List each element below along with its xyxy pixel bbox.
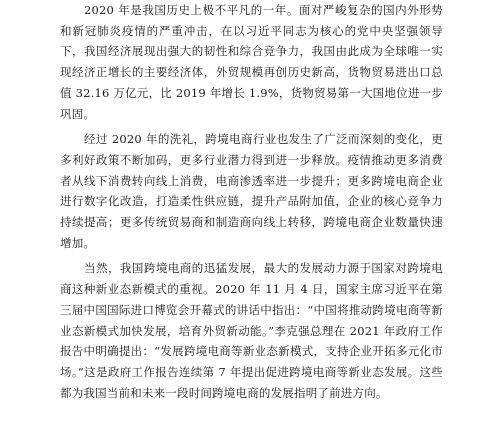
paragraph-cross-border-changes: 经过 2020 年的洗礼，跨境电商行业也发生了广泛而深刻的变化，更多利好政策不断加码，更多行业潜力得到进一步释放。疫情推动更多消费者从线下消费转向线上消费，电商渗透率进一步提升；更多跨境电商企业进行数字化改造，打造柔性供应链，提升产品附加值，企业的核心竞争力持续提高；更多传统贸易商和制造商向线上转移，跨境电商企业数量快速增加。 bbox=[60, 132, 443, 250]
document-page bbox=[60, 0, 443, 408]
paragraph-policy-support: 当然，我国跨境电商的迅猛发展，最大的发展动力源于国家对跨境电商这种新业态新模式的重视。2020 年 11 月 4 日，国家主席习近平在第三届中国国际进口博览会开幕式的讲话中指出：“中国将推动跨境电商等新业态新模式加快发展，培育外贸新动能。”李克强总理在 2021 年政府工作报告中明确提出：“发展跨境电商等新业态新模式，支持企业开拓多元化市场。”这是政府工作报告连续第 7 年提出促进跨境电商等新业态发展。这些都为我国当前和未来一段时间跨境电商的发展指明了前进方向。 bbox=[60, 261, 443, 400]
paragraph-economy-2020: 2020 年是我国历史上极不平凡的一年。面对严峻复杂的国内外形势和新冠肺炎疫情的严重冲击，在以习近平同志为核心的党中央坚强领导下，我国经济展现出强大的韧性和综合竞争力，我国由此成为全球唯一实现经济正增长的主要经济体，外贸规模再创历史新高，货物贸易进出口总值 32.16 万亿元，比 2019 年增长 1.9%，货物贸易第一大国地位进一步巩固。 bbox=[60, 3, 443, 121]
